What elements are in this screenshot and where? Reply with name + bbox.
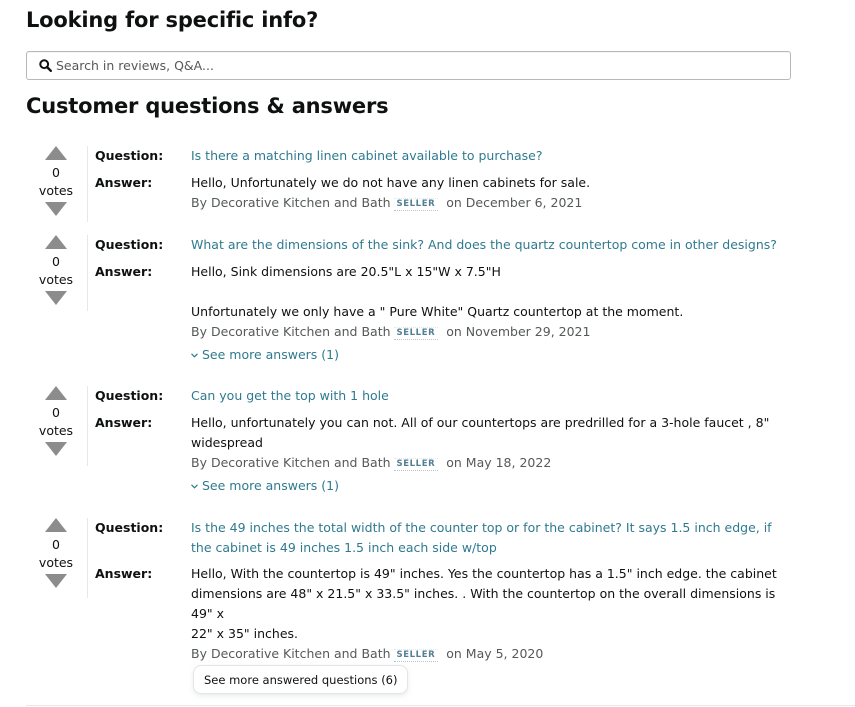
answer-row	[95, 413, 786, 473]
vote-count: 0	[52, 537, 60, 552]
answer-text: Unfortunately we only have a " Pure White" Quartz countertop at the moment.	[191, 304, 684, 319]
answer-byline	[191, 453, 786, 473]
answer-label: Answer:	[95, 264, 153, 279]
answer-byline	[191, 193, 786, 213]
question-link[interactable]: What are the dimensions of the sink? And does the quartz countertop come in other designs?	[191, 237, 777, 252]
question-row	[95, 146, 786, 166]
answer-text: Hello, With the countertop is 49" inches. Yes the countertop has a 1.5" inch edge. the cabinet	[191, 566, 777, 581]
answer-byline	[191, 322, 786, 342]
question-row	[95, 386, 786, 406]
answer-date: on May 5, 2020	[446, 646, 544, 661]
votes-label: votes	[38, 183, 74, 198]
seller-badge: SELLER	[394, 198, 439, 211]
seller-badge: SELLER	[394, 649, 439, 662]
answer-date: on November 29, 2021	[446, 324, 591, 339]
seller-badge: SELLER	[394, 458, 439, 471]
vote-divider	[87, 386, 88, 466]
downvote-arrow-icon[interactable]	[45, 291, 67, 305]
vote-widget	[36, 146, 76, 216]
search-box[interactable]	[26, 51, 791, 80]
answer-row	[95, 564, 786, 664]
vote-divider	[87, 518, 88, 598]
answer-author: By Decorative Kitchen and Bath	[191, 324, 391, 339]
answer-text: Hello, Sink dimensions are 20.5"L x 15"W x 7.5"H	[191, 264, 501, 279]
search-icon	[35, 56, 55, 76]
question-label: Question:	[95, 520, 164, 535]
see-more-answers-link[interactable]	[191, 345, 339, 365]
see-more-answers-label: See more answers (1)	[202, 347, 339, 362]
answer-text: 22" x 35" inches.	[191, 626, 298, 641]
question-row	[95, 235, 786, 255]
question-label: Question:	[95, 148, 164, 163]
votes-label: votes	[38, 555, 74, 570]
question-link[interactable]: Is there a matching linen cabinet available to purchase?	[191, 148, 543, 163]
answer-text: Hello, unfortunately you can not. All of our countertops are predrilled for a 3-hole faucet , 8"	[191, 415, 770, 430]
upvote-arrow-icon[interactable]	[45, 235, 67, 249]
answer-date: on December 6, 2021	[446, 195, 583, 210]
downvote-arrow-icon[interactable]	[45, 442, 67, 456]
chevron-down-icon	[191, 482, 199, 490]
see-more-answers-label: See more answers (1)	[202, 478, 339, 493]
chevron-down-icon	[191, 351, 199, 359]
votes-label: votes	[38, 272, 74, 287]
vote-count: 0	[52, 405, 60, 420]
answer-row	[95, 173, 786, 213]
answer-author: By Decorative Kitchen and Bath	[191, 195, 391, 210]
question-link[interactable]: Is the 49 inches the total width of the counter top or for the cabinet? It says 1.5 inch edge, if the cabinet is 49 inches 1.5 inch each side w/top	[191, 520, 772, 555]
question-link[interactable]: Can you get the top with 1 hole	[191, 388, 389, 403]
answer-author: By Decorative Kitchen and Bath	[191, 455, 391, 470]
answer-date: on May 18, 2022	[446, 455, 552, 470]
qa-section-heading: Customer questions & answers	[26, 94, 389, 118]
answer-label: Answer:	[95, 415, 153, 430]
answer-byline	[191, 644, 786, 664]
answer-label: Answer:	[95, 566, 153, 581]
vote-divider	[87, 235, 88, 311]
section-divider	[26, 705, 855, 706]
downvote-arrow-icon[interactable]	[45, 202, 67, 216]
vote-divider	[87, 146, 88, 222]
upvote-arrow-icon[interactable]	[45, 386, 67, 400]
answer-label: Answer:	[95, 175, 153, 190]
answer-row	[95, 262, 786, 342]
vote-widget	[36, 235, 76, 305]
question-label: Question:	[95, 388, 164, 403]
search-input[interactable]	[56, 58, 756, 73]
vote-widget	[36, 386, 76, 456]
vote-count: 0	[52, 254, 60, 269]
answer-author: By Decorative Kitchen and Bath	[191, 646, 391, 661]
question-row	[95, 518, 786, 558]
see-more-answers-link[interactable]	[191, 476, 339, 496]
answer-text: Hello, Unfortunately we do not have any linen cabinets for sale.	[191, 175, 591, 190]
votes-label: votes	[38, 423, 74, 438]
answer-text: dimensions are 48" x 21.5" x 33.5" inches. . With the countertop on the overall dimensions is 49" x	[191, 586, 776, 621]
vote-widget	[36, 518, 76, 588]
vote-count: 0	[52, 165, 60, 180]
upvote-arrow-icon[interactable]	[45, 518, 67, 532]
downvote-arrow-icon[interactable]	[45, 574, 67, 588]
search-section-heading: Looking for specific info?	[26, 8, 319, 32]
upvote-arrow-icon[interactable]	[45, 146, 67, 160]
question-label: Question:	[95, 237, 164, 252]
seller-badge: SELLER	[394, 327, 439, 340]
answer-text: widespread	[191, 435, 263, 450]
see-more-answered-questions-button[interactable]: See more answered questions (6)	[193, 665, 408, 694]
